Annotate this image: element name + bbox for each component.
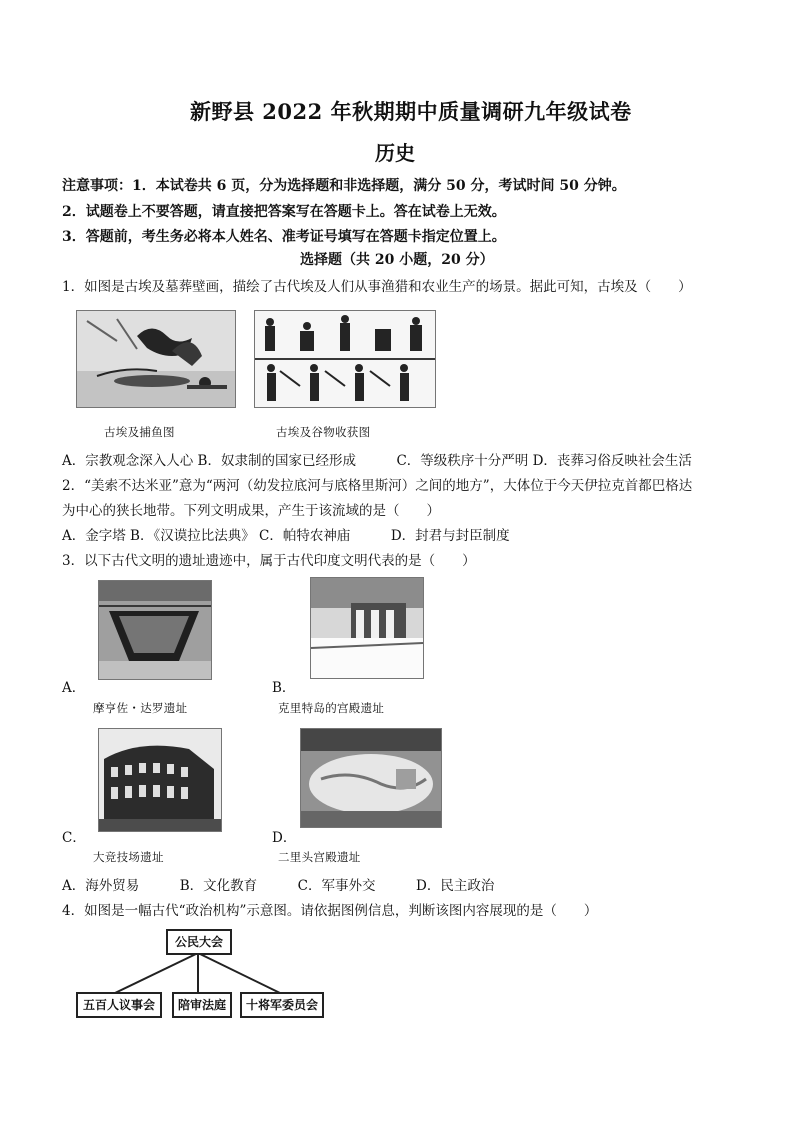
q1-caption-fishing: 古埃及捕鱼图 — [104, 425, 175, 439]
q3-caption-a: 摩亨佐・达罗遗址 — [93, 701, 188, 715]
mohenjo-daro-ruins-image — [98, 580, 212, 680]
q3-options: A．海外贸易 B．文化教育 C．军事外交 D．民主政治 — [62, 878, 495, 894]
diagram-box-citizens-assembly: 公民大会 — [166, 929, 232, 955]
diagram-box-council-of-500: 五百人议事会 — [76, 992, 162, 1018]
notes-line-1: 注意事项：1．本试卷共 6 页，分为选择题和非选择题，满分 50 分，考试时间 50 分钟。 — [62, 178, 626, 194]
diagram-box-board-of-generals: 十将军委员会 — [240, 992, 324, 1018]
diagram-box-jury-court: 陪审法庭 — [172, 992, 232, 1018]
q3-label-b: B． — [272, 680, 296, 696]
exam-title: 新野县 2022 年秋期期中质量调研九年级试卷 — [190, 99, 632, 124]
q2-options: A．金字塔 B．《汉谟拉比法典》 C．帕特农神庙 D．封君与封臣制度 — [62, 528, 510, 544]
q3-caption-b: 克里特岛的宫殿遗址 — [278, 701, 385, 715]
colosseum-image — [98, 728, 222, 832]
q1-stem: 1．如图是古埃及墓葬壁画，描绘了古代埃及人们从事渔猎和农业生产的场景。据此可知，古埃及（ ） — [62, 279, 692, 295]
q3-label-a: A． — [62, 680, 86, 696]
section-heading: 选择题（共 20 小题，20 分） — [300, 252, 494, 268]
crete-palace-ruins-image — [310, 577, 424, 679]
q3-label-d: D． — [272, 830, 297, 846]
q2-stem-line-2: 为中心的狭长地带。下列文明成果，产生于该流域的是（ ） — [62, 503, 440, 519]
q3-label-c: C． — [62, 830, 86, 846]
q4-stem: 4．如图是一幅古代“政治机构”示意图。请依据图例信息，判断该图内容展现的是（ ） — [62, 903, 598, 919]
notes-line-3: 3．答题前，考生务必将本人姓名、准考证号填写在答题卡指定位置上。 — [62, 229, 506, 245]
egypt-harvest-mural-image — [254, 310, 436, 408]
q3-stem: 3．以下古代文明的遗址遗迹中，属于古代印度文明代表的是（ ） — [62, 553, 476, 569]
q1-caption-harvest: 古埃及谷物收获图 — [276, 425, 371, 439]
q3-caption-d: 二里头宫殿遗址 — [278, 850, 361, 864]
q3-caption-c: 大竞技场遗址 — [93, 850, 164, 864]
q1-options: A．宗教观念深入人心 B．奴隶制的国家已经形成 C．等级秩序十分严明 D．丧葬习俗反映社会生活 — [62, 453, 692, 469]
egypt-fishing-mural-image — [76, 310, 236, 408]
erlitou-palace-ruins-image — [300, 728, 442, 828]
subject-title: 历史 — [375, 141, 415, 165]
notes-line-2: 2．试题卷上不要答题，请直接把答案写在答题卡上。答在试卷上无效。 — [62, 204, 506, 220]
q2-stem-line-1: 2．“美索不达米亚”意为“两河（幼发拉底河与底格里斯河）之间的地方”，大体位于今天伊拉克首都巴格达 — [62, 478, 693, 494]
